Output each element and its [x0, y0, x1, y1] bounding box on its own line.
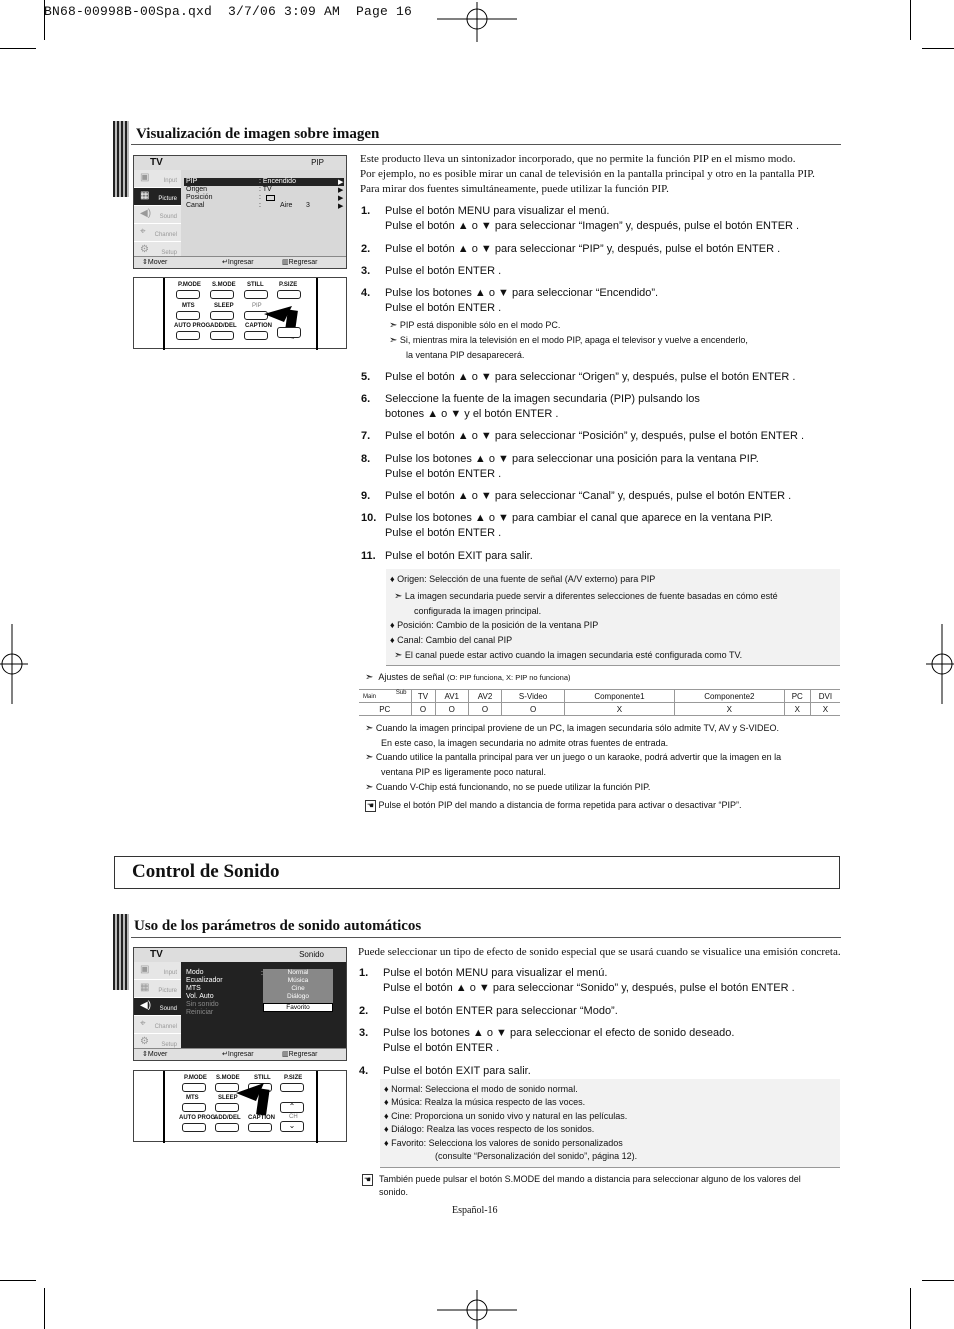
- pip-remote-illustration: P.MODE S.MODE STILL P.SIZE MTS SLEEP PIP AUTO PROG. ADD/DEL CAPTION: [133, 277, 347, 349]
- crop-mark: [922, 1280, 954, 1281]
- speaker-icon: ◀): [140, 1000, 152, 1011]
- bottom-note: En este caso, la imagen secundaria no admite otras fuentes de entrada.: [381, 738, 669, 748]
- osd-side-channel: ⌖ Channel: [134, 224, 181, 242]
- crop-mark: [0, 1280, 36, 1281]
- note-arrow-icon: ➣: [365, 782, 374, 793]
- crop-mark: [44, 1288, 45, 1329]
- enter-hint: ↵ Ingresar: [222, 1051, 254, 1058]
- registration-mark: [437, 1290, 517, 1329]
- osd-footer: [134, 1048, 346, 1060]
- picture-icon: ▦: [140, 190, 150, 201]
- pip-osd-menu: [133, 155, 347, 269]
- chevron-down-icon: [277, 327, 301, 338]
- pip-intro: Este producto lleva un sintonizador incorporado, que no permite la función PIP en el mismo modo. Por ejemplo, no es posible mirar un canal de televisión en la pantalla principal y otro en la pantalla PIP. Para mirar dos fuentes simultáneamente, puede utilizar la función PIP.: [360, 153, 815, 195]
- osd-side-setup: ⚙ Setup: [134, 1034, 181, 1052]
- return-hint: ▥ Regresar: [282, 1051, 318, 1058]
- osd-side-picture: ▦ Picture: [134, 188, 181, 206]
- note-arrow-icon: ➣: [389, 335, 398, 346]
- osd-side-sound: ◀) Sound: [134, 998, 181, 1016]
- signal-table: [359, 689, 840, 716]
- move-hint: ⇕ Mover: [142, 1051, 168, 1058]
- registration-mark: [926, 624, 954, 704]
- section-rule: [131, 144, 841, 145]
- return-hint: ▥ Regresar: [282, 259, 318, 266]
- osd-side-sound: ◀) Sound: [134, 206, 181, 224]
- tip-note: ☚ También puede pulsar el botón S.MODE del mando a distancia para seleccionar alguno de los valores del sonido.: [363, 1174, 801, 1197]
- note-arrow-icon: ➣: [394, 650, 403, 661]
- section-bar: [113, 914, 129, 990]
- osd-row: Origen : TV ▶: [186, 186, 344, 194]
- osd-title: Sonido: [299, 950, 324, 959]
- hand-icon: ☚: [363, 1175, 372, 1184]
- osd-side-input: ▣ Input: [134, 962, 181, 980]
- note-arrow-icon: ➣: [365, 723, 374, 734]
- position-icon: [266, 195, 275, 201]
- osd-options-list: Normal Música Cine Diálogo: [263, 969, 333, 1003]
- chapter-title-box: [114, 856, 840, 889]
- print-header: BN68-00998B-00Spa.qxd 3/7/06 3:09 AM Page 16: [44, 4, 413, 19]
- section-title: Uso de los parámetros de sonido automáticos: [134, 918, 422, 934]
- osd-row: Posición : ▶: [186, 194, 344, 202]
- osd-footer: [134, 256, 346, 268]
- registration-mark: [0, 624, 28, 704]
- note-arrow-icon: ➣: [365, 672, 374, 683]
- registration-mark: [437, 2, 517, 42]
- input-icon: ▣: [140, 172, 150, 183]
- table-header-row: Main Sub TV AV1 AV2 S-Video Componente1 Componente2 PC DVI: [359, 690, 840, 703]
- osd-side-channel: ⌖ Channel: [134, 1016, 181, 1034]
- step-note: ➣ PIP está disponible sólo en el modo PC.: [389, 320, 561, 331]
- osd-main-panel: [181, 170, 346, 256]
- crop-mark: [910, 1288, 911, 1329]
- bottom-note: ➣ Cuando V-Chip está funcionando, no se puede utilizar la función PIP.: [365, 782, 651, 793]
- osd-main-panel: Modo Ecualizador MTS Vol. Auto Sin sonido Reiniciar : Normal Música Cine Diálogo Favorito: [181, 962, 346, 1048]
- crop-mark: [922, 48, 954, 49]
- sound-osd-menu: [133, 947, 347, 1061]
- chevron-up-icon: ⌃: [280, 1102, 304, 1113]
- sound-remote-illustration: P.MODE S.MODE STILL P.SIZE MTS SLEEP AUTO PROG. ADD/DEL CAPTION ⌃ CH ⌄: [133, 1070, 347, 1142]
- antenna-icon: ⌖: [140, 226, 146, 237]
- step-note: la ventana PIP desaparecerá.: [406, 350, 525, 360]
- section-rule: [131, 937, 841, 938]
- picture-icon: ▦: [140, 982, 150, 993]
- setup-icon: ⚙: [140, 1036, 149, 1047]
- section-title: Visualización de imagen sobre imagen: [136, 126, 380, 142]
- chevron-down-icon: ⌄: [280, 1121, 304, 1132]
- osd-row: PIP : Encendido ▶: [186, 178, 344, 186]
- step-note: ➣ Si, mientras mira la televisión en el modo PIP, apaga el televisor y vuelve a encenderlo,: [389, 335, 748, 346]
- hand-icon: ☚: [366, 801, 375, 810]
- osd-side-picture: ▦ Picture: [134, 980, 181, 998]
- note-arrow-icon: ➣: [394, 591, 403, 602]
- table-caption: ➣ Ajustes de señal (O: PIP funciona, X: PIP no funciona): [365, 672, 571, 683]
- osd-row: Canal : Aire 3 ▶: [186, 202, 344, 210]
- osd-side-input: ▣ Input: [134, 170, 181, 188]
- sound-infobox: ♦ Normal: Selecciona el modo de sonido normal. ♦ Música: Realza la música respecto de las voces. ♦ Cine: Proporciona un sonido vivo y natural en las películas. ♦ Diálogo: Realza las voces respecto de los sonidos. ♦ Favorito: Selecciona los valores de sonido personalizados (consulte “Personalización del sonido”, página 12).: [380, 1079, 840, 1168]
- osd-title: PIP: [311, 158, 324, 167]
- move-hint: ⇕ Mover: [142, 259, 168, 266]
- tip-note: ☚ Pulse el botón PIP del mando a distancia de forma repetida para activar o desactivar “PIP”.: [366, 800, 742, 810]
- bottom-note: ➣ Cuando utilice la pantalla principal para ver un juego o un karaoke, podrá advertir que la imagen en la: [365, 752, 782, 763]
- crop-mark: [910, 0, 911, 40]
- note-arrow-icon: ➣: [365, 752, 374, 763]
- enter-hint: ↵ Ingresar: [222, 259, 254, 266]
- pointer-arrow-icon: [234, 1079, 274, 1119]
- osd-sidebar: [134, 170, 181, 260]
- pip-infobox: ♦ Origen: Selección de una fuente de señal (A/V externo) para PIP ➣ La imagen secundaria puede servir a diferentes selecciones de fuente basadas en cómo esté configurada la imagen principal. ♦ Posición: Cambio de la posición de la ventana PIP ♦ Canal: Cambio del canal PIP ➣ El canal puede estar activo cuando la imagen secundaria esté configurada como TV.: [386, 569, 840, 666]
- antenna-icon: ⌖: [140, 1018, 146, 1029]
- osd-tv-label: TV: [150, 949, 163, 960]
- page-number: Español-16: [452, 1205, 498, 1216]
- osd-sidebar: [134, 962, 181, 1052]
- table-row: PC O O O O X X X X: [359, 703, 840, 716]
- note-arrow-icon: ➣: [389, 320, 398, 331]
- input-icon: ▣: [140, 964, 150, 975]
- osd-selected-option: Favorito: [263, 1003, 333, 1012]
- osd-side-setup: ⚙ Setup: [134, 242, 181, 260]
- bottom-note: ventana PIP es ligeramente poco natural.: [381, 767, 546, 777]
- setup-icon: ⚙: [140, 244, 149, 255]
- speaker-icon: ◀): [140, 208, 152, 219]
- sound-intro: Puede seleccionar un tipo de efecto de sonido especial que se usará cuando se visualice una emisión concreta.: [358, 946, 841, 958]
- crop-mark: [0, 48, 36, 49]
- bottom-note: ➣ Cuando la imagen principal proviene de un PC, la imagen secundaria sólo admite TV, AV y S-VIDEO.: [365, 723, 779, 734]
- osd-tv-label: TV: [150, 157, 163, 168]
- chapter-title: Control de Sonido: [132, 861, 280, 882]
- section-bar: [113, 121, 129, 197]
